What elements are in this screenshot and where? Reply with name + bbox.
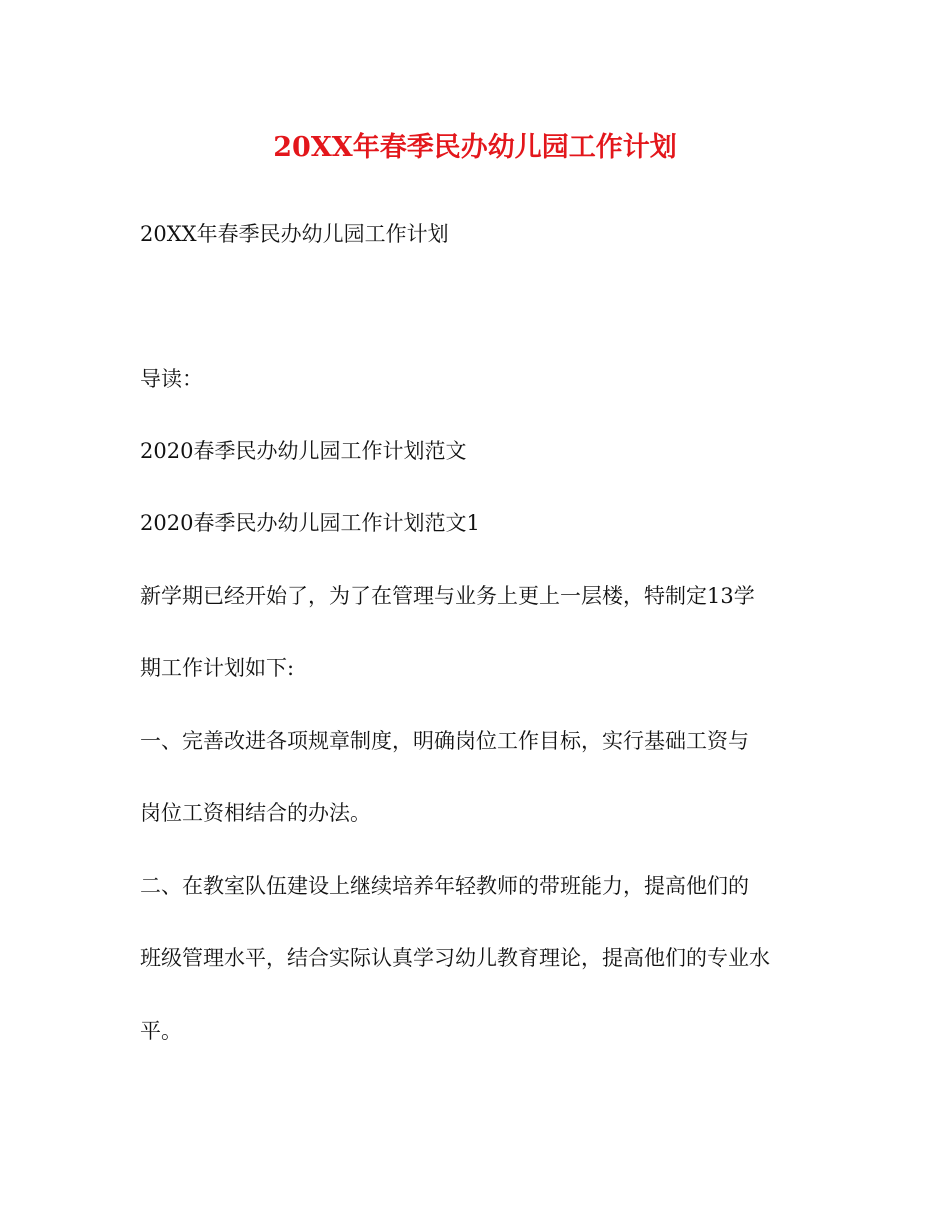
- paragraph-line: 新学期已经开始了，为了在管理与业务上更上一层楼，特制定13学: [140, 584, 755, 608]
- paragraph-line: 岗位工资相结合的办法。: [140, 801, 371, 825]
- article-heading: 2020春季民办幼儿园工作计划范文1: [140, 511, 480, 535]
- paragraph-line: 二、在教室队伍建设上继续培养年轻教师的带班能力，提高他们的: [140, 874, 749, 898]
- subtitle-line: 20XX年春季民办幼儿园工作计划: [140, 222, 449, 246]
- section-heading: 2020春季民办幼儿园工作计划范文: [140, 439, 467, 463]
- paragraph-line: 期工作计划如下:: [140, 656, 295, 680]
- intro-label: 导读：: [140, 367, 203, 391]
- document-title: 20XX年春季民办幼儿园工作计划: [273, 132, 677, 163]
- paragraph-line: 平。: [140, 1019, 182, 1043]
- paragraph-line: 班级管理水平，结合实际认真学习幼儿教育理论，提高他们的专业水: [140, 946, 770, 970]
- paragraph-line: 一、完善改进各项规章制度，明确岗位工作目标，实行基础工资与: [140, 729, 749, 753]
